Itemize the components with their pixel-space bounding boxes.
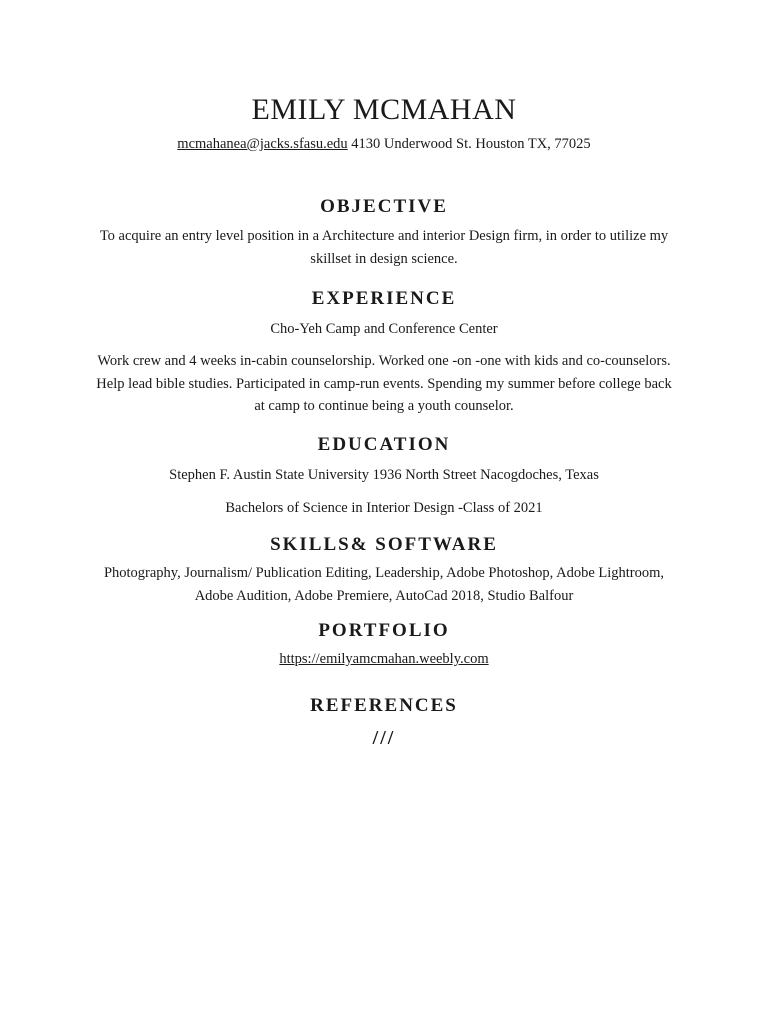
objective-heading: OBJECTIVE <box>320 196 448 217</box>
experience-description: Work crew and 4 weeks in-cabin counselorship. Worked one -on -one with kids and co-counselors. Help lead bible studies. Participated in camp-run events. Spending my summer before college back at camp to continue being a youth counselor. <box>96 353 672 414</box>
references-heading: REFERENCES <box>310 695 458 716</box>
education-degree: Bachelors of Science in Interior Design -Class of 2021 <box>225 500 543 516</box>
education-school: Stephen F. Austin State University 1936 North Street Nacogdoches, Texas <box>169 467 599 483</box>
experience-heading: EXPERIENCE <box>311 288 457 309</box>
contact-line <box>90 135 678 153</box>
portfolio-line <box>90 648 678 671</box>
resume-name: EMILY MCMAHAN <box>251 93 517 126</box>
experience-organization: Cho-Yeh Camp and Conference Center <box>270 321 498 337</box>
references-value: /// <box>372 727 396 749</box>
portfolio-heading: PORTFOLIO <box>318 620 450 641</box>
skills-heading: SKILLS& SOFTWARE <box>270 534 498 555</box>
address-text: 4130 Underwood St. Houston TX, 77025 <box>347 136 591 152</box>
objective-text: To acquire an entry level position in a Architecture and interior Design firm, in order to utilize my skillset in design science. <box>99 228 669 267</box>
portfolio-link[interactable]: https://emilyamcmahan.weebly.com <box>279 651 489 667</box>
email-link[interactable]: mcmahanea@jacks.sfasu.edu <box>177 136 348 152</box>
skills-text: Photography, Journalism/ Publication Editing, Leadership, Adobe Photoshop, Adobe Lightroom, Adobe Audition, Adobe Premiere, AutoCad 2018, Studio Balfour <box>103 565 665 604</box>
education-heading: EDUCATION <box>317 434 451 455</box>
